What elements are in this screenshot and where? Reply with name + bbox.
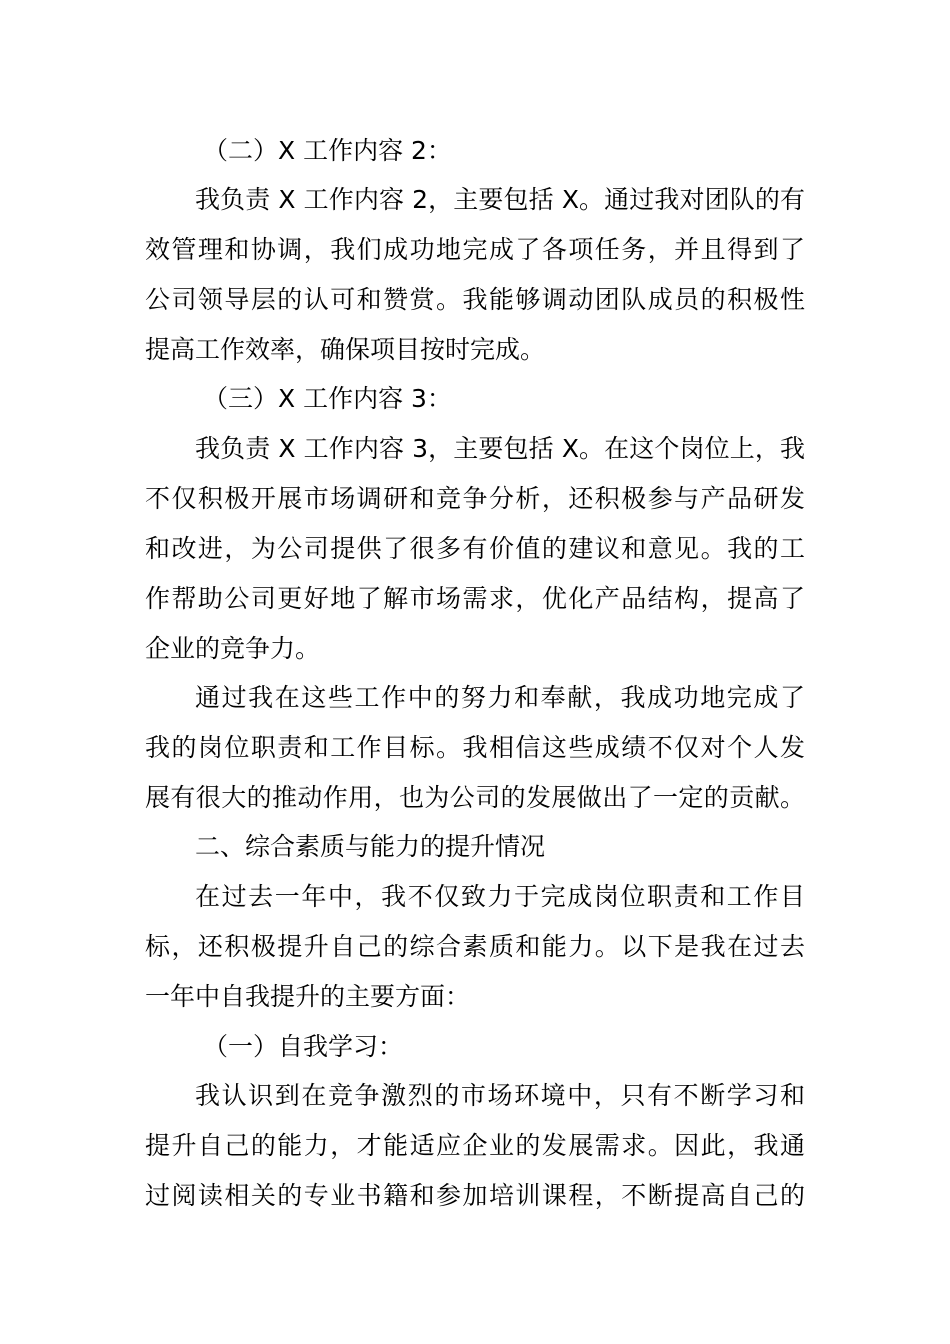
paragraph-line: 企业的竞争力。 [145,634,321,663]
paragraph-line: 提升自己的能力，才能适应企业的发展需求。因此，我通 [145,1131,805,1160]
paragraph-line: 我认识到在竞争激烈的市场环境中，只有不断学习和 [195,1081,805,1110]
paragraph-line: 通过我在这些工作中的努力和奉献，我成功地完成了 [195,683,805,712]
paragraph-line: 提高工作效率，确保项目按时完成。 [145,335,546,364]
paragraph-line: 公司领导层的认可和赞赏。我能够调动团队成员的积极性 [145,285,805,314]
paragraph-line: 标，还积极提升自己的综合素质和能力。以下是我在过去 [145,932,805,961]
heading-work-content-3: （三）X 工作内容 3： [203,384,452,413]
paragraph-line: 和改进，为公司提供了很多有价值的建议和意见。我的工 [145,534,805,563]
heading-work-content-2: （二）X 工作内容 2： [203,136,452,165]
paragraph-line: 我负责 X 工作内容 2，主要包括 X。通过我对团队的有 [195,185,805,214]
paragraph-line: 不仅积极开展市场调研和竞争分析，还积极参与产品研发 [145,484,805,513]
paragraph-line: 我负责 X 工作内容 3，主要包括 X。在这个岗位上，我 [195,434,805,463]
paragraph-line: 我的岗位职责和工作目标。我相信这些成绩不仅对个人发 [145,733,805,762]
section-title: 二、综合素质与能力的提升情况 [195,832,546,861]
paragraph-line: 在过去一年中，我不仅致力于完成岗位职责和工作目 [195,882,805,911]
heading-self-learning: （一）自我学习： [203,1032,404,1061]
paragraph-line: 展有很大的推动作用，也为公司的发展做出了一定的贡献。 [145,783,805,812]
paragraph-line: 过阅读相关的专业书籍和参加培训课程，不断提高自己的 [145,1181,805,1210]
paragraph-line: 一年中自我提升的主要方面： [145,982,471,1011]
paragraph-line: 作帮助公司更好地了解市场需求，优化产品结构，提高了 [145,584,805,613]
paragraph-line: 效管理和协调，我们成功地完成了各项任务，并且得到了 [145,235,805,264]
